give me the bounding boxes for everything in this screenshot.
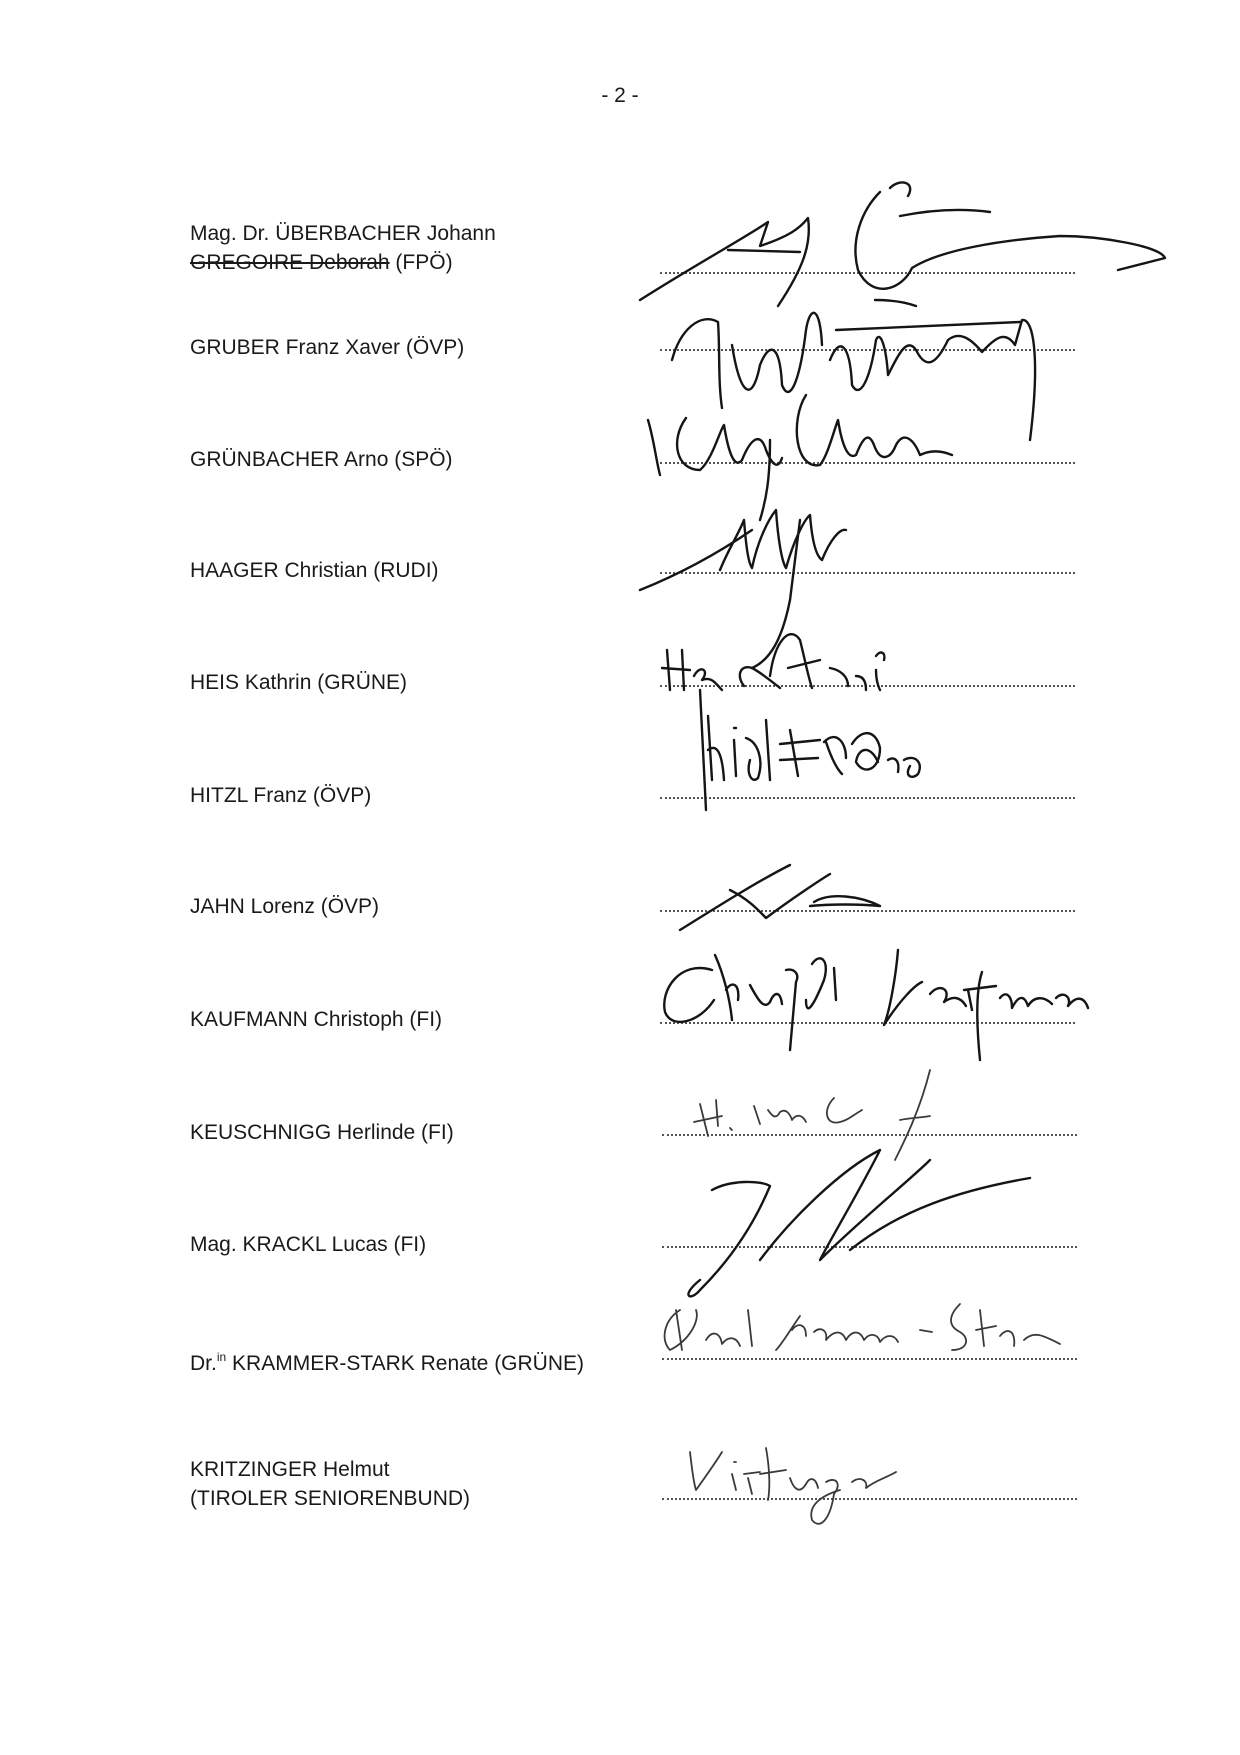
entry-hitzl: HITZL Franz (ÖVP): [190, 784, 372, 807]
signature-line: [662, 1134, 1077, 1136]
signature-keuschnigg: [694, 1070, 930, 1160]
entry-gruenbacher: GRÜNBACHER Arno (SPÖ): [190, 448, 453, 471]
signature-gruenbacher: [648, 395, 952, 520]
entry-ueberbacher: [190, 219, 496, 277]
signature-gruber: [672, 313, 1035, 440]
signature-line: [662, 1246, 1077, 1248]
entry-title: Mag. Dr. ÜBERBACHER Johann: [190, 222, 496, 245]
signature-haager: [640, 510, 846, 668]
entry-kaufmann: KAUFMANN Christoph (FI): [190, 1008, 443, 1031]
signature-krammer-stark: [665, 1304, 1060, 1350]
entry-keuschnigg: KEUSCHNIGG Herlinde (FI): [190, 1121, 454, 1144]
signature-line: [660, 1022, 1075, 1024]
entry-haager: HAAGER Christian (RUDI): [190, 559, 439, 582]
entry-replaced-line: [190, 248, 496, 277]
entry-heis: HEIS Kathrin (GRÜNE): [190, 671, 408, 694]
signature-ueberbacher: [640, 182, 1165, 306]
signature-line: [660, 572, 1075, 574]
signature-kaufmann: [664, 950, 1088, 1060]
signature-kritzinger: [690, 1448, 896, 1524]
entry-prefix: Dr.: [190, 1352, 217, 1375]
signature-line: [660, 797, 1075, 799]
signature-line: [660, 272, 1075, 274]
entry-kritzinger: [190, 1455, 470, 1513]
struck-name: GREGOIRE Deborah: [190, 251, 390, 274]
signature-hitzl: [708, 716, 920, 780]
entry-jahn: JAHN Lorenz (ÖVP): [190, 895, 380, 918]
signature-line: [660, 349, 1075, 351]
entry-krammer-stark: [190, 1343, 584, 1378]
signature-line: [660, 685, 1075, 687]
entry-gruber: GRUBER Franz Xaver (ÖVP): [190, 336, 465, 359]
signature-line: [660, 462, 1075, 464]
signature-jahn: [680, 865, 880, 930]
entry-krackl: Mag. KRACKL Lucas (FI): [190, 1233, 427, 1256]
signature-line: [662, 1498, 1077, 1500]
entry-party: (FPÖ): [395, 251, 453, 274]
entry-name-line1: KRITZINGER Helmut: [190, 1458, 390, 1481]
signature-krackl: [688, 1150, 1030, 1296]
signature-heis: [662, 634, 884, 810]
entry-name-line2: (TIROLER SENIORENBUND): [190, 1487, 471, 1510]
signature-line: [660, 910, 1075, 912]
page-number: - 2 -: [601, 84, 639, 107]
entry-prefix-sup: in: [216, 1350, 227, 1364]
signature-line: [662, 1358, 1077, 1360]
entry-name-text: KRAMMER-STARK Renate (GRÜNE): [226, 1352, 585, 1375]
